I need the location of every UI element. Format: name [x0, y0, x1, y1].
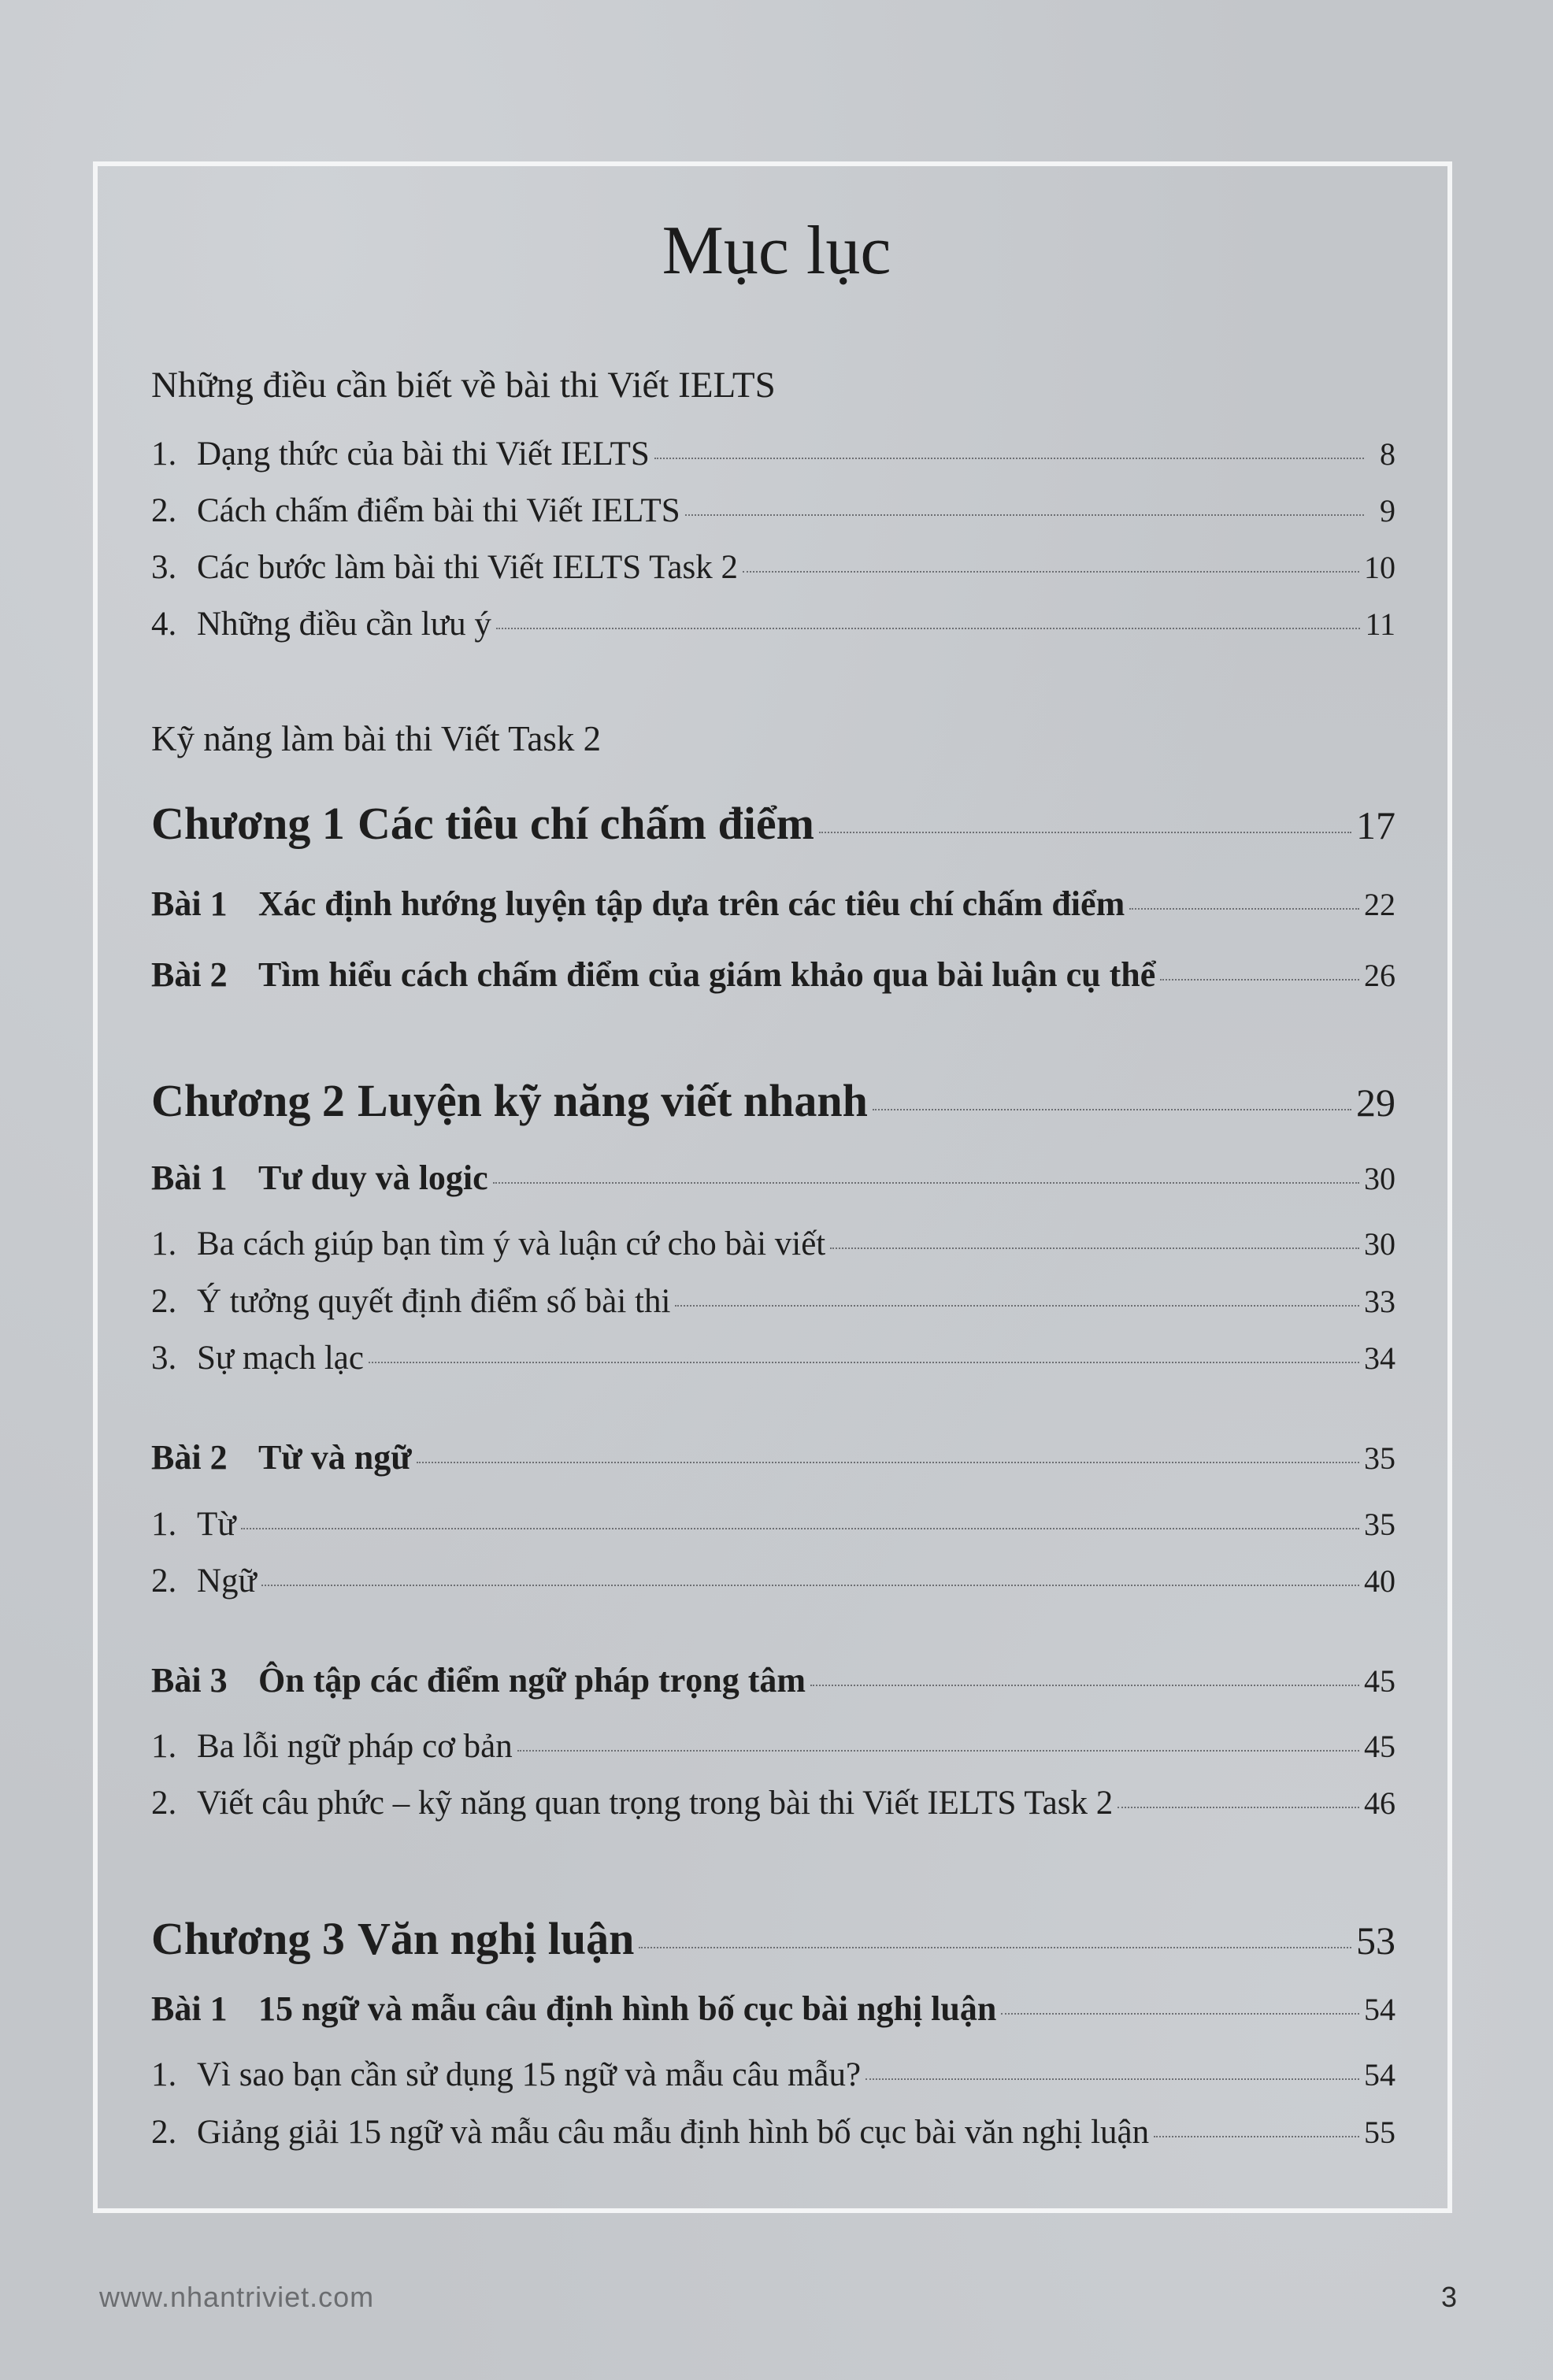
lesson-entry[interactable]: Bài 1 Tư duy và logic 30 — [151, 1158, 1395, 1197]
page-number: 17 — [1356, 803, 1395, 847]
page-number: 35 — [1364, 1440, 1395, 1476]
page-number: 55 — [1364, 2115, 1395, 2150]
dot-leader — [1129, 908, 1359, 910]
dot-leader — [685, 514, 1364, 516]
toc-entry[interactable]: 2. Cách chấm điểm bài thi Viết IELTS 9 — [151, 492, 1395, 529]
dot-leader — [654, 458, 1364, 459]
toc-entry[interactable]: 3. Các bước làm bài thi Viết IELTS Task 2 10 — [151, 549, 1395, 586]
page-number: 45 — [1364, 1663, 1395, 1699]
dot-leader — [639, 1947, 1351, 1948]
page-number: 26 — [1364, 958, 1395, 993]
footer-page-number: 3 — [1440, 2281, 1457, 2313]
dot-leader — [1001, 2013, 1359, 2015]
toc-entry[interactable]: 1. Ba lỗi ngữ pháp cơ bản 45 — [151, 1728, 1395, 1765]
chapter-2-entry[interactable]: Chương 2 Luyện kỹ năng viết nhanh 29 — [151, 1075, 1395, 1126]
page-number: 30 — [1364, 1226, 1395, 1262]
page-number: 9 — [1380, 493, 1395, 528]
dot-leader — [517, 1750, 1359, 1752]
toc-entry[interactable]: 2. Ngữ 40 — [151, 1563, 1395, 1600]
page-number: 54 — [1364, 1992, 1395, 2027]
dot-leader — [865, 2078, 1359, 2080]
dot-leader — [675, 1305, 1359, 1307]
page-number: 46 — [1364, 1785, 1395, 1821]
toc-entry[interactable]: 1. Vì sao bạn cần sử dụng 15 ngữ và mẫu câu mẫu? 54 — [151, 2056, 1395, 2093]
lesson-entry[interactable]: Bài 2 Từ và ngữ 35 — [151, 1438, 1395, 1477]
page-number: 29 — [1356, 1081, 1395, 1125]
chapter-3-entry[interactable]: Chương 3 Văn nghị luận 53 — [151, 1913, 1395, 1964]
dot-leader — [1154, 2136, 1359, 2137]
page-number: 10 — [1364, 550, 1395, 585]
dot-leader — [261, 1585, 1359, 1586]
dot-leader — [493, 1182, 1359, 1184]
toc-entry[interactable]: 3. Sự mạch lạc 34 — [151, 1340, 1395, 1377]
page-number: 53 — [1356, 1918, 1395, 1963]
dot-leader — [830, 1247, 1359, 1249]
toc-entry[interactable]: 1. Ba cách giúp bạn tìm ý và luận cứ cho bài viết 30 — [151, 1225, 1395, 1262]
page-number: 22 — [1364, 887, 1395, 922]
dot-leader — [873, 1109, 1351, 1110]
page-number: 8 — [1380, 436, 1395, 472]
chapter-1-entry[interactable]: Chương 1 Các tiêu chí chấm điểm 17 — [151, 798, 1395, 849]
lesson-entry[interactable]: Bài 1 Xác định hướng luyện tập dựa trên các tiêu chí chấm điểm 22 — [151, 884, 1395, 923]
intro-heading: Những điều cần biết về bài thi Viết IELTS — [151, 365, 776, 406]
skills-heading: Kỹ năng làm bài thi Viết Task 2 — [151, 719, 602, 758]
dot-leader — [241, 1528, 1359, 1529]
page-number: 33 — [1364, 1284, 1395, 1319]
dot-leader — [1160, 979, 1359, 981]
page-number: 45 — [1364, 1729, 1395, 1764]
dot-leader — [369, 1362, 1359, 1363]
dot-leader — [819, 832, 1351, 833]
dot-leader — [743, 571, 1359, 573]
footer-website: www.nhantriviet.com — [99, 2281, 375, 2313]
dot-leader — [1117, 1807, 1359, 1808]
page-number: 34 — [1364, 1340, 1395, 1376]
toc-entry[interactable]: 2. Giảng giải 15 ngữ và mẫu câu mẫu định hình bố cục bài văn nghị luận 55 — [151, 2114, 1395, 2151]
toc-entry[interactable]: 4. Những điều cần lưu ý 11 — [151, 606, 1395, 643]
lesson-entry[interactable]: Bài 1 15 ngữ và mẫu câu định hình bố cục bài nghị luận 54 — [151, 1989, 1395, 2028]
page-number: 35 — [1364, 1507, 1395, 1542]
page-number: 54 — [1364, 2057, 1395, 2093]
lesson-entry[interactable]: Bài 2 Tìm hiểu cách chấm điểm của giám khảo qua bài luận cụ thể 26 — [151, 955, 1395, 994]
toc-entry[interactable]: 1. Từ 35 — [151, 1506, 1395, 1543]
dot-leader — [810, 1685, 1359, 1686]
dot-leader — [417, 1462, 1359, 1463]
lesson-entry[interactable]: Bài 3 Ôn tập các điểm ngữ pháp trọng tâm 45 — [151, 1661, 1395, 1700]
page-title: Mục lục — [662, 213, 891, 289]
dot-leader — [496, 628, 1361, 629]
page-number: 40 — [1364, 1563, 1395, 1599]
toc-entry[interactable]: 1. Dạng thức của bài thi Viết IELTS 8 — [151, 436, 1395, 473]
toc-entry[interactable]: 2. Viết câu phức – kỹ năng quan trọng trong bài thi Viết IELTS Task 2 46 — [151, 1785, 1395, 1822]
toc-entry[interactable]: 2. Ý tưởng quyết định điểm số bài thi 33 — [151, 1283, 1395, 1320]
page-number: 30 — [1364, 1161, 1395, 1196]
page-number: 11 — [1365, 606, 1395, 642]
